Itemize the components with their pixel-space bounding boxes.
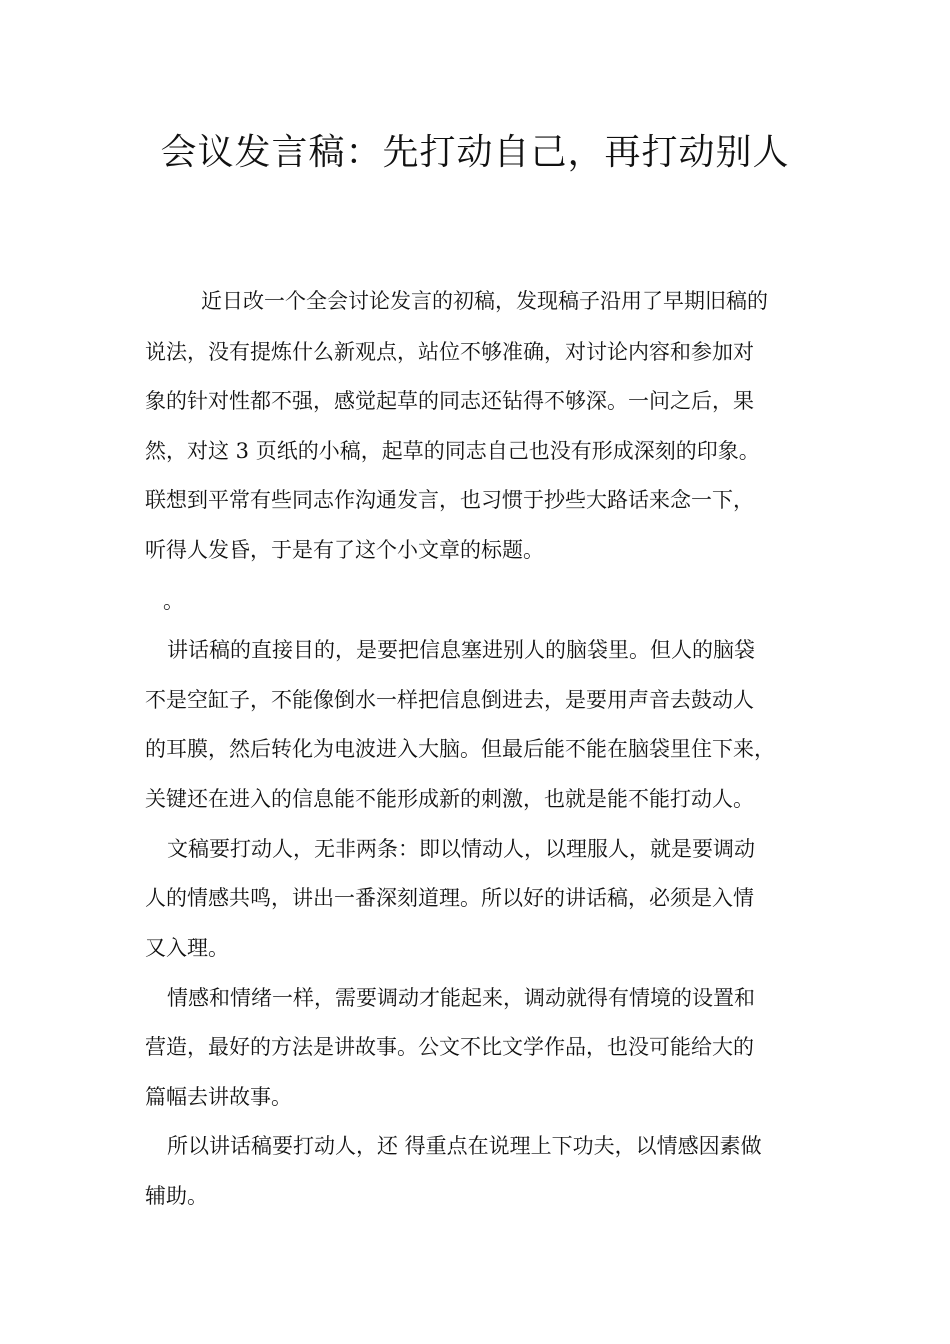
paragraph-3-line-2: 人的情感共鸣，讲出一番深刻道理。所以好的讲话稿，必须是入情: [145, 886, 754, 910]
paragraph-1-line-3: 象的针对性都不强，感觉起草的同志还钻得不够深。一问之后，果: [145, 389, 754, 413]
paragraph-1-line-6: 听得人发昏，于是有了这个小文章的标题。: [145, 538, 544, 562]
paragraph-5-line-1: 所以讲话稿要打动人，还 得重点在说理上下功夫，以情感因素做: [167, 1134, 762, 1158]
separator-mark: 。: [163, 589, 184, 613]
paragraph-3-line-1: 文稿要打动人，无非两条：即以情动人，以理服人，就是要调动: [167, 837, 755, 861]
paragraph-4-line-2: 营造，最好的方法是讲故事。公文不比文学作品，也没可能给大的: [145, 1035, 754, 1059]
paragraph-3-line-3: 又入理。: [145, 936, 229, 960]
paragraph-2-line-4: 关键还在进入的信息能不能形成新的刺激，也就是能不能打动人。: [145, 787, 754, 811]
paragraph-1-line-2: 说法，没有提炼什么新观点，站位不够准确，对讨论内容和参加对: [145, 340, 754, 364]
paragraph-4-line-1: 情感和情绪一样，需要调动才能起来，调动就得有情境的设置和: [167, 986, 755, 1010]
paragraph-2-line-3: 的耳膜，然后转化为电波进入大脑。但最后能不能在脑袋里住下来，: [145, 737, 775, 761]
paragraph-2-line-1: 讲话稿的直接目的，是要把信息塞进别人的脑袋里。但人的脑袋: [167, 638, 755, 662]
paragraph-1-line-1: 近日改一个全会讨论发言的初稿，发现稿子沿用了早期旧稿的: [201, 289, 768, 313]
paragraph-4-line-3: 篇幅去讲故事。: [145, 1085, 292, 1109]
document-title: 会议发言稿：先打动自己，再打动别人: [160, 132, 790, 173]
paragraph-2-line-2: 不是空缸子，不能像倒水一样把信息倒进去，是要用声音去鼓动人: [145, 688, 754, 712]
paragraph-5-line-2: 辅助。: [145, 1184, 208, 1208]
paragraph-1-line-5: 联想到平常有些同志作沟通发言，也习惯于抄些大路话来念一下，: [145, 488, 754, 512]
paragraph-1-line-4: 然，对这 3 页纸的小稿，起草的同志自己也没有形成深刻的印象。: [145, 439, 760, 463]
